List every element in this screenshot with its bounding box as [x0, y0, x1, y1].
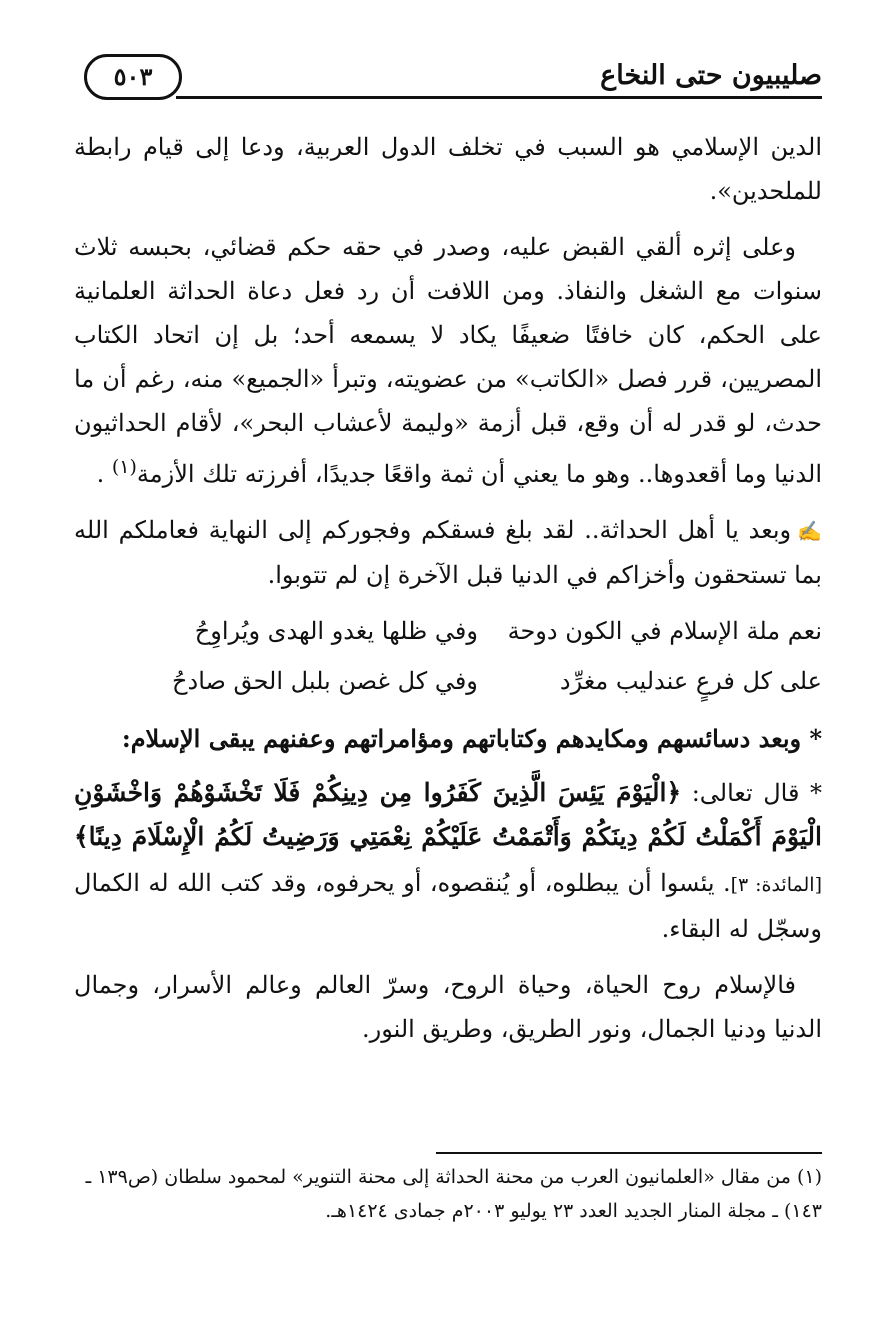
footnote-rule	[436, 1152, 822, 1154]
quran-intro: * قال تعالى:	[681, 779, 822, 807]
paragraph-arrest-text: وعلى إثره ألقي القبض عليه، وصدر في حقه حكم قضائي، بحبسه ثلاث سنوات مع الشغل والنفاذ. ومن اللافت أن رد فعل دعاة الحداثة العلمانية على الحكم، كان خافتًا ضعيفًا يكاد لا يسمعه أحد؛ بل إن اتحاد الكتاب المصريين، قرر فصل «الكاتب» من عضويته، وتبرأ «الجميع» منه، رغم أن ما حدث، لو قدر له أن وقع، قبل أزمة «وليمة لأعشاب البحر»، لأقام الحداثيون الدنيا وما أقعدوها.. وهو ما يعني أن ثمة واقعًا جديدًا، أفرزته تلك الأزمة	[74, 233, 822, 488]
paragraph-arrest-end: .	[96, 460, 112, 488]
header-rule	[176, 96, 822, 99]
page-number: ٥٠٣	[84, 54, 182, 100]
page-body	[74, 125, 822, 1063]
footnote-marker: (١)	[796, 1166, 822, 1188]
poem-hemistich-second: وفي كل غصن بلبل الحق صادحُ	[172, 667, 478, 695]
section-heading: * وبعد دسائسهم ومكايدهم وكتاباتهم ومؤامراتهم وعفنهم يبقى الإسلام:	[121, 724, 822, 753]
footnote	[74, 1160, 822, 1228]
paragraph-address-text: وبعد يا أهل الحداثة.. لقد بلغ فسقكم وفجوركم إلى النهاية فعاملكم الله بما تستحقون وأخزاكم في الدنيا قبل الآخرة إن لم تتوبوا.	[74, 516, 822, 589]
paragraph-closing: فالإسلام روح الحياة، وحياة الروح، وسرّ العالم وعالم الأسرار، وجمال الدنيا ودنيا الجمال، ونور الطريق، وطريق النور.	[74, 971, 822, 1043]
paragraph-arrest	[74, 225, 822, 496]
quran-verse: ﴿الْيَوْمَ يَئِسَ الَّذِينَ كَفَرُوا مِن دِينِكُمْ فَلَا تَخْشَوْهُمْ وَاخْشَوْنِ الْيَوْمَ أَكْمَلْتُ لَكُمْ دِينَكُمْ وَأَتْمَمْتُ عَلَيْكُمْ نِعْمَتِي وَرَضِيتُ لَكُمُ الْإِسْلَامَ دِينًا﴾	[74, 778, 822, 851]
poem	[74, 609, 822, 709]
poem-verse	[74, 609, 822, 659]
footnote-text: من مقال «العلمانيون العرب من محنة الحداثة إلى محنة التنوير» لمحمود سلطان (ص١٣٩ ـ ١٤٣) ـ مجلة المنار الجديد العدد ٢٣ يوليو ٢٠٠٣م جمادى ١٤٢٤هـ.	[85, 1166, 822, 1222]
poem-hemistich-first: على كل فرعٍ عندليب مغرِّد	[559, 667, 822, 695]
page-header	[74, 52, 822, 102]
footnotes	[74, 1160, 822, 1228]
quran-citation: [المائدة: ٣]	[730, 874, 822, 896]
quran-commentary: . يئسوا أن يبطلوه، أو يُنقصوه، أو يحرفوه، وقد كتب الله له الكمال وسجّل له البقاء.	[74, 869, 822, 943]
paragraph-quran	[74, 771, 822, 951]
poem-hemistich-second: وفي ظلها يغدو الهدى ويُراوِحُ	[194, 617, 478, 645]
poem-verse	[74, 659, 822, 709]
paragraph-continuation: الدين الإسلامي هو السبب في تخلف الدول العربية، ودعا إلى قيام رابطة للملحدين».	[74, 133, 822, 205]
pen-icon: ✍	[797, 519, 822, 543]
poem-hemistich-first: نعم ملة الإسلام في الكون دوحة	[507, 617, 822, 645]
paragraph-address	[74, 508, 822, 597]
running-title: صليبيون حتى النخاع	[600, 60, 822, 91]
footnote-reference: (١)	[111, 456, 137, 478]
